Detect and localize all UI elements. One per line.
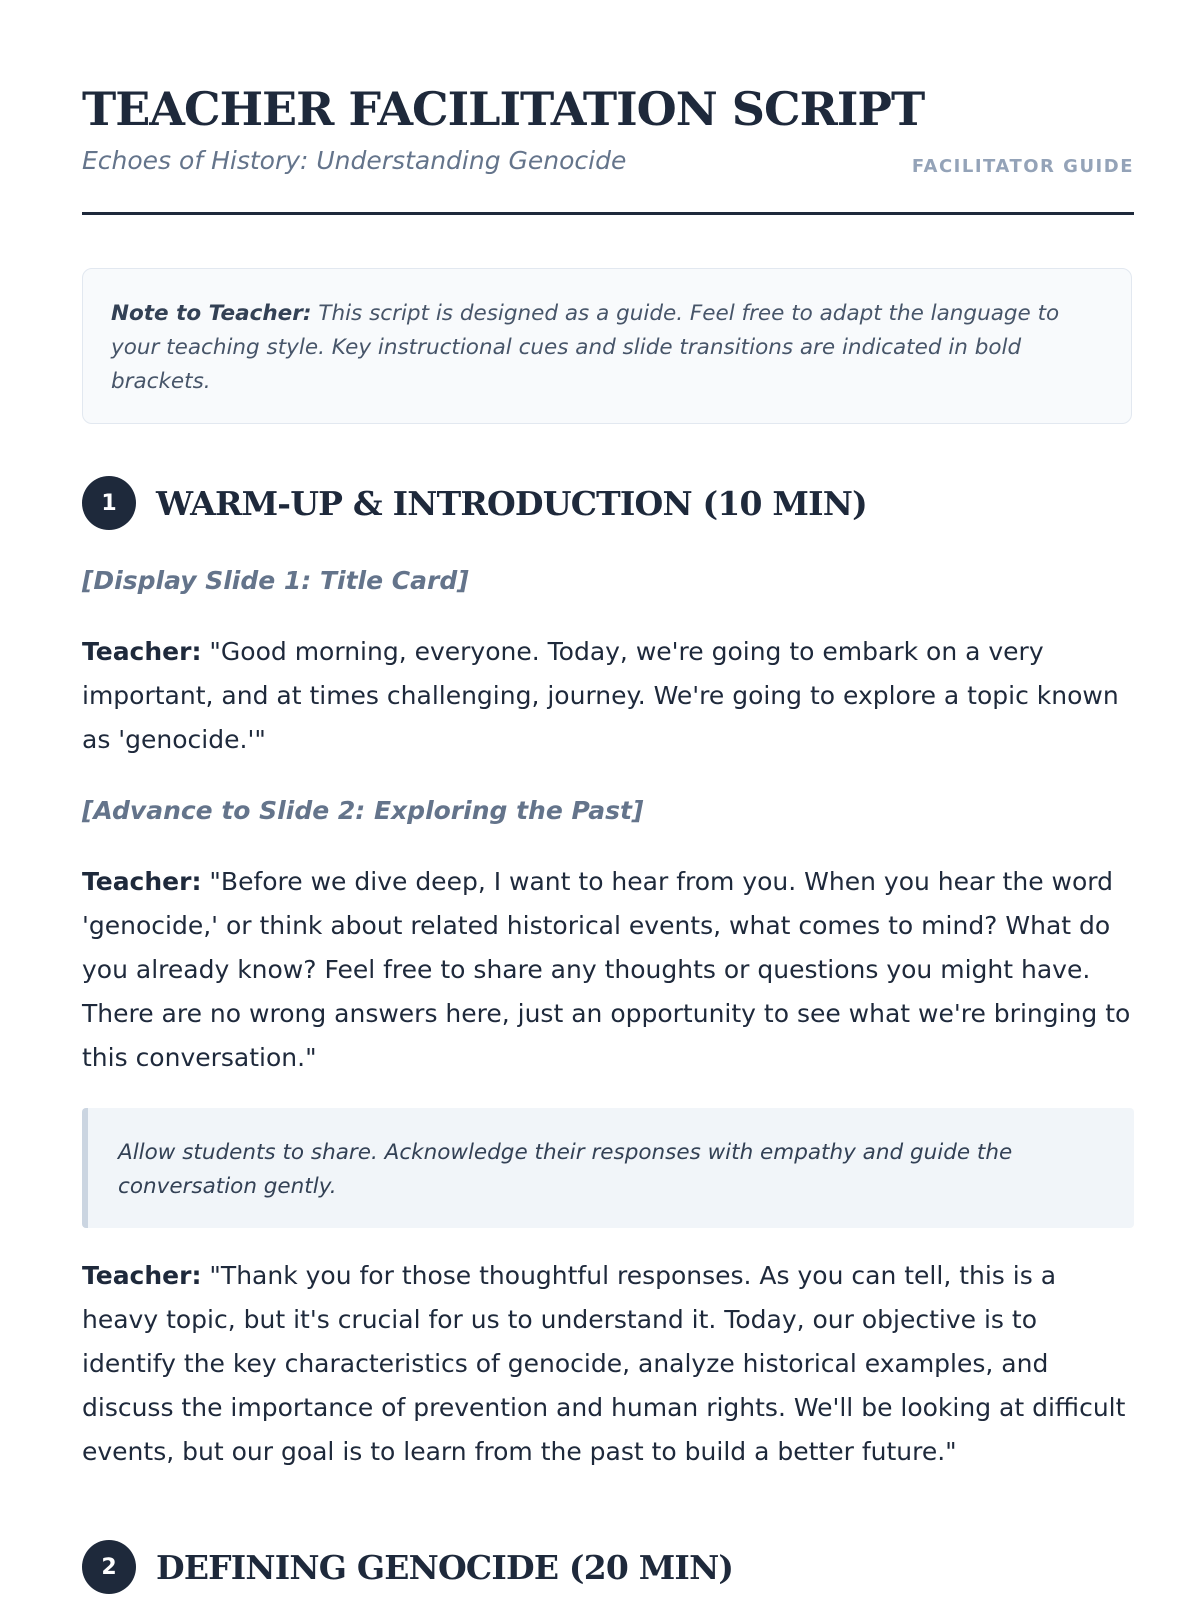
dialog-text: "Thank you for those thoughtful responses. As you can tell, this is a heavy topic, but it's crucial for us to understand it. Today, our objective is to identify the key characteristics of genocide, analyze historical examples, and discuss the importance of prevention and human rights. We'll be looking at difficult events, but our goal is to learn from the past to build a better future.": [82, 1261, 1126, 1466]
note-text: This script is designed as a guide. Feel free to adapt the language to your teaching style. Key instructional cues and slide transitions are indicated in bold brackets.: [111, 301, 1060, 394]
speaker-label: Teacher:: [82, 637, 202, 666]
section-title: WARM-UP & INTRODUCTION (10 MIN): [156, 483, 867, 523]
document-header: [82, 82, 1134, 215]
slide-cue: [Display Slide 1: Title Card]: [82, 566, 469, 595]
section-2-header: [82, 1540, 733, 1594]
slide-cue: [Advance to Slide 2: Exploring the Past]: [82, 796, 644, 825]
teacher-dialog: [82, 630, 1134, 762]
section-title: DEFINING GENOCIDE (20 MIN): [156, 1547, 734, 1587]
teacher-instruction-callout: Allow students to share. Acknowledge their responses with empathy and guide the conversation gently.: [82, 1108, 1134, 1228]
speaker-label: Teacher:: [82, 867, 202, 896]
page-subtitle: Echoes of History: Understanding Genocide: [82, 146, 627, 175]
page-title: TEACHER FACILITATION SCRIPT: [82, 82, 925, 136]
speaker-label: Teacher:: [82, 1261, 202, 1290]
facilitator-guide-badge: FACILITATOR GUIDE: [911, 156, 1134, 177]
section-number-badge: 2: [82, 1540, 136, 1594]
section-number-badge: 1: [82, 476, 136, 530]
dialog-text: "Good morning, everyone. Today, we're going to embark on a very important, and at times challenging, journey. We're going to explore a topic known as 'genocide.'": [82, 637, 1119, 754]
section-1-header: [82, 476, 867, 530]
note-label: Note to Teacher:: [111, 301, 312, 326]
teacher-dialog: [82, 860, 1134, 1080]
teacher-dialog: [82, 1254, 1134, 1474]
dialog-text: "Before we dive deep, I want to hear from you. When you hear the word 'genocide,' or think about related historical events, what comes to mind? What do you already know? Feel free to share any thoughts or questions you might have. There are no wrong answers here, just an opportunity to see what we're bringing to this conversation.": [82, 867, 1131, 1072]
teacher-note-box: [82, 268, 1132, 424]
